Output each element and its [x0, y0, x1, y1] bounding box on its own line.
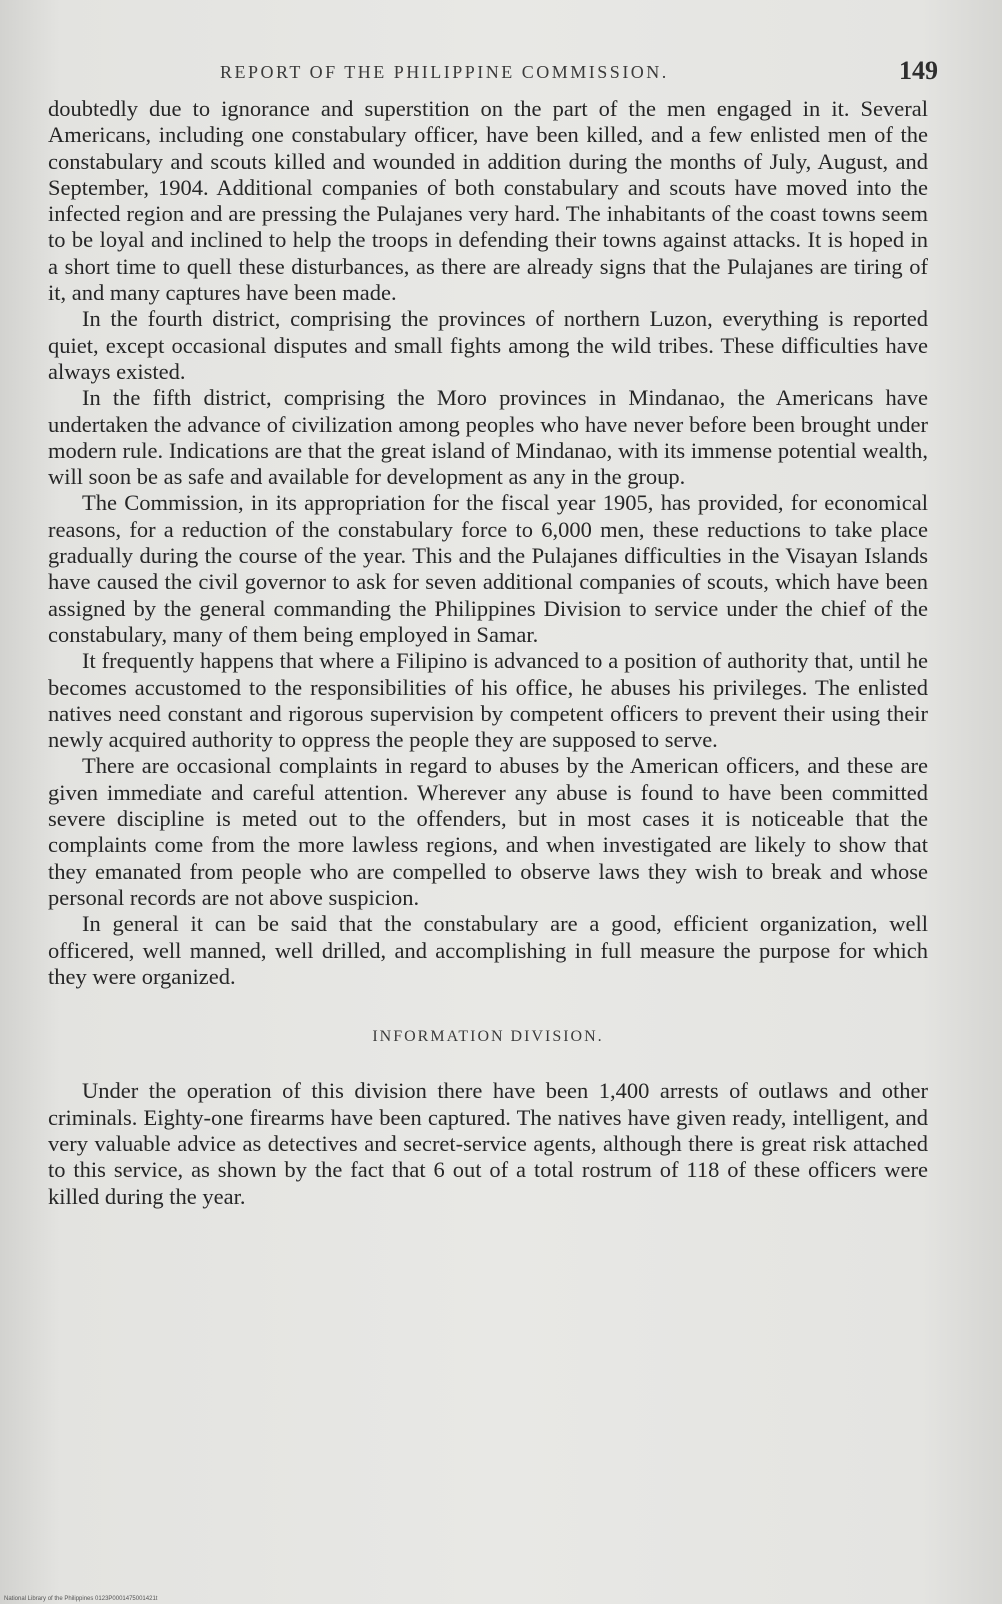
paragraph-fifth-district: In the fifth district, comprising the Moro provinces in Mindanao, the Americans have undertaken the advance of civilization among peoples who have never before been brought under modern rule. Indications are that the great island of Mindanao, with its immense potential wealth, will soon be as safe and available for development as any in the group. — [48, 385, 928, 490]
page-header — [60, 56, 940, 92]
paragraph-fourth-district: In the fourth district, comprising the provinces of northern Luzon, everything is reported quiet, except occasional disputes and small fights among the wild tribes. These difficulties have always existed. — [48, 306, 928, 384]
scan-credit: National Library of the Philippines 0123P0001475001421t — [4, 1596, 158, 1602]
paragraph-appropriation: The Commission, in its appropriation for the fiscal year 1905, has provided, for economical reasons, for a reduction of the constabulary force to 6,000 men, these reductions to take place gradually during the course of the year. This and the Pulajanes difficulties in the Visayan Islands have caused the civil governor to ask for seven additional companies of scouts, which have been assigned by the general commanding the Philippines Division to service under the chief of the constabulary, many of them being employed in Samar. — [48, 490, 928, 647]
body-text — [48, 96, 928, 1210]
page-number: 149 — [899, 56, 938, 85]
paragraph-complaints: There are occasional complaints in regard to abuses by the American officers, and these are given immediate and careful attention. Wherever any abuse is found to have been committed severe discipline is meted out to the offenders, but in most cases it is noticeable that the complaints come from the more lawless regions, and when investigated are likely to show that they emanated from people who are compelled to observe laws they wish to break and whose personal records are not above suspicion. — [48, 753, 928, 910]
paragraph-general-assessment: In general it can be said that the constabulary are a good, efficient organization, well officered, well manned, well drilled, and accomplishing in full measure the purpose for which they were organized. — [48, 911, 928, 989]
section-heading-information-division: INFORMATION DIVISION. — [372, 1028, 604, 1046]
paragraph-pulajanes-continuation: doubtedly due to ignorance and superstition on the part of the men engaged in it. Several Americans, including one constabulary officer, have been killed, and a few enlisted men of the constabulary and scouts killed and wounded in addition during the months of July, August, and September, 1904. Additional companies of both constabulary and scouts have moved into the infected region and are pressing the Pulajanes very hard. The inhabitants of the coast towns seem to be loyal and inclined to help the troops in defending their towns against attacks. It is hoped in a short time to quell these disturbances, as there are already signs that the Pulajanes are tiring of it, and many captures have been made. — [48, 96, 928, 306]
running-head: REPORT OF THE PHILIPPINE COMMISSION. — [220, 62, 669, 82]
paragraph-filipino-authority: It frequently happens that where a Filipino is advanced to a position of authority that, until he becomes accustomed to the responsibilities of his office, he abuses his privileges. The enlisted natives need constant and rigorous supervision by competent officers to prevent their using their newly acquired authority to oppress the people they are supposed to serve. — [48, 648, 928, 753]
paragraph-information-division: Under the operation of this division there have been 1,400 arrests of outlaws and other criminals. Eighty-one firearms have been captured. The natives have given ready, intelligent, and very valuable advice as detectives and secret-service agents, although there is great risk attached to this service, as shown by the fact that 6 out of a total rostrum of 118 of these officers were killed during the year. — [48, 1078, 928, 1209]
